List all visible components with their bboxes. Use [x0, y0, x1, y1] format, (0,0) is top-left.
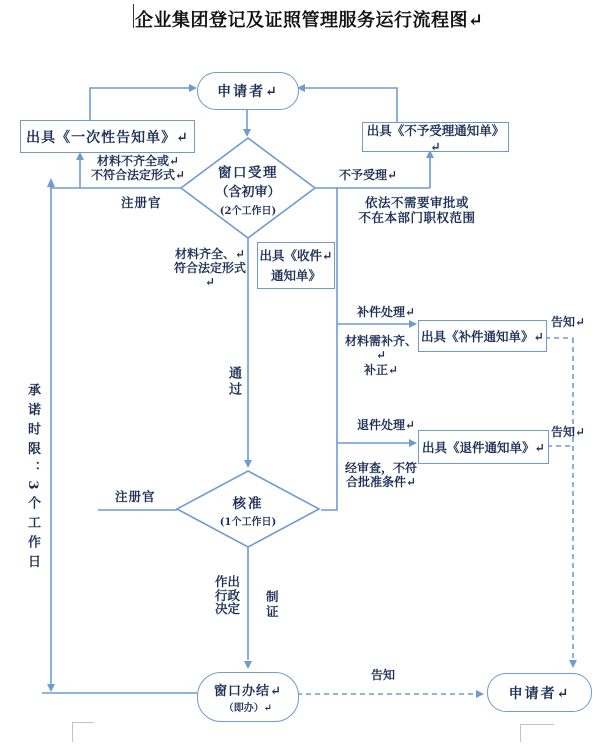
- window-completion-line2: （即办）↵: [223, 703, 273, 714]
- window-acceptance-line1: 窗口受理: [218, 165, 278, 181]
- return-notice-label: 出具《退件通知单》↵: [422, 440, 545, 455]
- node-applicant-top-label: 申请者↵: [217, 84, 279, 100]
- materials-complete-line1: 材料齐全、↵: [174, 247, 246, 261]
- arrow-into-return-box: [409, 439, 417, 447]
- page-margin-mark-left: [72, 722, 94, 742]
- node-supplement-notice[interactable]: [418, 320, 547, 352]
- label-return-processing[interactable]: 退件处理↵: [357, 418, 416, 432]
- node-applicant-top[interactable]: [197, 72, 299, 110]
- receipt-notice-line2: 通知单》: [270, 267, 321, 283]
- node-approval[interactable]: [188, 492, 308, 528]
- label-issue-certificate[interactable]: [266, 591, 281, 620]
- page-margin-mark-right: [520, 724, 554, 742]
- arrow-into-applicant2-left: [476, 690, 484, 698]
- return-reason-line1: 经审查，不符: [344, 461, 417, 475]
- one-time-notice-label: 出具《一次性告知单》↵: [26, 129, 189, 146]
- right-rail: [321, 188, 337, 510]
- label-supplement-reason[interactable]: [342, 334, 420, 377]
- node-window-acceptance[interactable]: [188, 161, 308, 217]
- node-receipt-notice[interactable]: [257, 242, 335, 289]
- node-window-completion[interactable]: [197, 672, 299, 722]
- label-pass[interactable]: 通过: [226, 366, 241, 398]
- label-make-decision[interactable]: [215, 576, 243, 617]
- no-need-approval-line1: 依法不需要审批或: [364, 195, 469, 210]
- label-materials-incomplete[interactable]: [88, 154, 188, 182]
- materials-incomplete-line2: 不符合法定形式↵: [90, 168, 186, 183]
- make-decision-line2: 行政: [215, 587, 241, 603]
- label-no-need-approval[interactable]: [348, 196, 486, 226]
- node-return-notice[interactable]: [418, 430, 549, 464]
- arrow-rail-bottom: [47, 684, 55, 692]
- approval-line1: 核准: [232, 496, 264, 512]
- supplement-notice-label: 出具《补件通知单》↵: [421, 329, 544, 344]
- label-registrar-bottom[interactable]: 注册官: [115, 489, 156, 504]
- arrow-into-acceptance-top: [243, 129, 251, 137]
- receipt-notice-line1: 出具《收件↵: [259, 248, 333, 264]
- arrow-into-approval-top: [244, 460, 252, 468]
- window-acceptance-line3: (2个工作日): [219, 206, 277, 217]
- text-cursor: [133, 4, 134, 28]
- materials-incomplete-line1: 材料不齐全或↵: [96, 154, 180, 168]
- label-notify-supplement[interactable]: 告知↵: [551, 315, 586, 329]
- not-accept-notice-label: 出具《不予受理通知单》↵: [366, 122, 505, 154]
- label-registrar-top[interactable]: 注册官: [121, 195, 162, 210]
- node-one-time-notice[interactable]: [20, 120, 195, 153]
- arrow-rail-top: [47, 178, 55, 187]
- label-supplement-processing[interactable]: 补件处理↵: [357, 305, 416, 319]
- make-decision-line1: 作出: [215, 574, 241, 589]
- node-applicant-bottom[interactable]: [487, 673, 592, 712]
- supplement-reason-line1: 材料需补齐、↵: [344, 334, 417, 363]
- materials-complete-line2: 符合法定形式↵: [173, 261, 246, 290]
- connector-onetime-to-applicant: [90, 88, 191, 120]
- arrow-into-completion: [244, 661, 252, 669]
- make-decision-line3: 决定: [215, 601, 241, 616]
- arrow-into-onetime-box: [76, 152, 84, 160]
- approval-line2: (1个工作日): [219, 517, 277, 528]
- arrow-into-supplement-box: [409, 320, 417, 328]
- label-not-accepted[interactable]: 不予受理↵: [339, 168, 398, 182]
- connector-reject-to-applicant: [303, 88, 397, 122]
- return-reason-line2: 合批准条件↵: [345, 475, 417, 490]
- issue-certificate-line1: 制: [266, 589, 279, 604]
- issue-certificate-line2: 证: [266, 603, 279, 619]
- label-return-reason[interactable]: [341, 461, 421, 490]
- arrow-into-applicant2-top: [569, 660, 577, 668]
- label-promise-time[interactable]: 承诺时限：3个工作日: [25, 383, 40, 575]
- page-title[interactable]: 企业集团登记及证照管理服务运行流程图↵: [135, 10, 484, 31]
- arrow-into-applicant-left: [189, 84, 197, 92]
- node-applicant-bottom-label: 申请者↵: [508, 685, 571, 702]
- no-need-approval-line2: 不在本部门职权范围: [358, 209, 476, 225]
- node-not-accept-notice[interactable]: [362, 122, 509, 152]
- label-notify-bottom[interactable]: 告知: [371, 668, 396, 682]
- label-notify-return[interactable]: 告知↵: [551, 425, 586, 439]
- label-materials-complete[interactable]: [172, 247, 248, 289]
- supplement-reason-line2: 补正↵: [363, 362, 399, 377]
- window-acceptance-line2: （含初审）: [215, 185, 281, 200]
- window-completion-line1: 窗口办结↵: [214, 684, 282, 699]
